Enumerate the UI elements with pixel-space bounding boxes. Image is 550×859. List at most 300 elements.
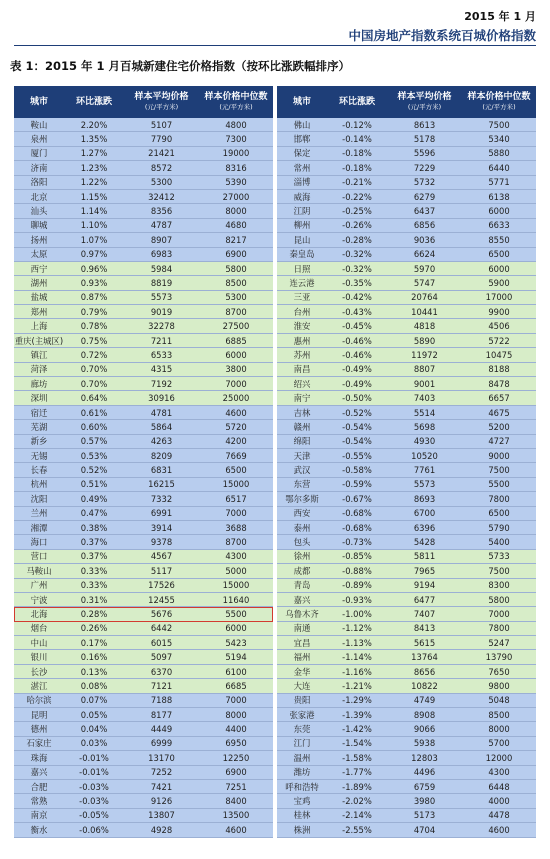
cell-change: -0.18% [342,162,372,173]
cell-city: 宿迁 [30,407,48,418]
table-row [14,262,273,276]
cell-median-price: 7000 [225,508,247,519]
cell-change: 1.27% [80,148,108,159]
cell-city: 呼和浩特 [285,781,319,792]
cell-change: -0.18% [342,148,372,159]
cell-median-price: 5771 [488,177,510,188]
cell-change: 0.13% [80,666,108,677]
cell-median-price: 10475 [485,349,513,360]
table-row [14,564,273,578]
cell-city: 保定 [293,148,311,159]
cell-median-price: 5200 [488,421,510,432]
cell-city: 汕头 [30,206,48,217]
header-median-price: 样本价格中位数 (元/平方米) [467,92,531,111]
cell-median-price: 7669 [225,450,247,461]
table-row [277,305,536,319]
cell-city: 佛山 [293,119,311,130]
cell-city: 淮安 [293,321,311,332]
cell-city: 石家庄 [26,738,52,749]
cell-median-price: 17000 [485,292,513,303]
table-row [277,233,536,247]
cell-median-price: 5500 [225,608,247,619]
cell-avg-price: 6442 [150,623,173,634]
cell-city: 泉州 [30,134,48,145]
table-row [277,291,536,305]
cell-city: 徐州 [293,551,311,562]
table-row [277,463,536,477]
cell-city: 常熟 [30,796,48,807]
cell-median-price: 8478 [488,378,510,389]
cell-city: 宜昌 [293,637,311,648]
table-row [14,722,273,736]
header-avg-price: 样本平均价格 (元/平方米) [134,92,189,111]
cell-change: -0.52% [342,407,372,418]
cell-change: 0.05% [80,709,108,720]
cell-avg-price: 4781 [150,407,173,418]
cell-change: 0.17% [80,637,108,648]
table-row [14,766,273,780]
cell-avg-price: 4930 [413,436,436,447]
cell-change: -0.88% [342,565,372,576]
cell-change: 0.78% [80,321,108,332]
cell-change: -1.00% [342,608,372,619]
table-row [277,593,536,607]
cell-city: 东营 [293,479,311,490]
cell-change: 0.93% [80,277,108,288]
cell-change: -1.14% [342,652,372,663]
cell-city: 扬州 [30,234,48,245]
cell-city: 邯郸 [293,134,311,145]
table-row [277,636,536,650]
cell-change: 0.53% [80,450,108,461]
cell-median-price: 7500 [488,565,510,576]
cell-city: 西安 [293,508,311,519]
table-row [14,593,273,607]
cell-avg-price: 5984 [150,263,173,274]
cell-avg-price: 5107 [150,119,173,130]
cell-avg-price: 8177 [150,709,173,720]
cell-avg-price: 7965 [413,565,436,576]
cell-change: 0.51% [80,479,108,490]
cell-avg-price: 8356 [150,206,173,217]
cell-avg-price: 6624 [413,249,436,260]
cell-median-price: 5700 [488,738,510,749]
cell-median-price: 6900 [225,249,247,260]
cell-city: 三亚 [293,292,311,303]
cell-city: 威海 [293,191,311,202]
cell-median-price: 5720 [225,421,247,432]
cell-avg-price: 8693 [413,493,436,504]
cell-median-price: 5340 [488,134,510,145]
cell-median-price: 5400 [488,537,510,548]
table-row [14,435,273,449]
cell-avg-price: 4567 [150,551,173,562]
cell-avg-price: 8613 [413,119,436,130]
cell-change: 1.23% [80,162,108,173]
cell-change: 1.15% [80,191,108,202]
cell-median-price: 5048 [488,695,510,706]
cell-change: 0.07% [80,695,108,706]
table-row [277,334,536,348]
cell-avg-price: 3914 [150,522,173,533]
cell-avg-price: 8656 [413,666,436,677]
table-row [277,722,536,736]
cell-city: 中山 [30,637,48,648]
cell-city: 潍坊 [293,767,311,778]
table-caption: 表 1：2015 年 1 月百城新建住宅价格指数（按环比涨跌幅排序） [10,59,351,73]
cell-avg-price: 6533 [150,349,173,360]
table-row [14,147,273,161]
cell-change: -0.49% [342,364,372,375]
cell-median-price: 5247 [488,637,510,648]
table-row [14,377,273,391]
cell-median-price: 8700 [225,537,247,548]
cell-city: 湖州 [30,277,48,288]
cell-change: -0.12% [342,119,372,130]
cell-change: -0.22% [342,191,372,202]
cell-city: 营口 [30,551,48,562]
cell-avg-price: 7403 [413,393,436,404]
price-table-right [277,86,536,838]
cell-change: 1.10% [80,220,108,231]
cell-change: -1.58% [342,752,372,763]
cell-median-price: 12000 [485,752,513,763]
cell-median-price: 4800 [225,119,247,130]
report-title: 中国房地产指数系统百城价格指数 [348,28,536,43]
table-row [277,679,536,693]
table-row [14,449,273,463]
cell-change: 1.14% [80,206,108,217]
table-row [277,550,536,564]
cell-city: 成都 [293,565,311,576]
table-row [14,219,273,233]
cell-city: 昆山 [293,234,311,245]
cell-avg-price: 5117 [150,565,173,576]
cell-city: 青岛 [293,580,311,591]
cell-city: 日照 [293,263,311,274]
table-row [277,694,536,708]
cell-change: 0.96% [80,263,108,274]
cell-change: -0.93% [342,594,372,605]
table-row [277,535,536,549]
cell-median-price: 6633 [488,220,510,231]
cell-change: -1.77% [342,767,372,778]
cell-change: -0.06% [79,824,109,835]
cell-change: -0.46% [342,349,372,360]
cell-avg-price: 5747 [413,277,436,288]
header-city: 城市 [29,97,48,107]
cell-median-price: 11640 [222,594,250,605]
cell-median-price: 8316 [225,162,247,173]
cell-median-price: 5800 [225,263,247,274]
cell-avg-price: 5676 [150,608,173,619]
price-table-left [14,86,273,838]
cell-median-price: 7300 [225,134,247,145]
table-row [14,737,273,751]
cell-city: 江阴 [293,206,311,217]
table-row [277,377,536,391]
cell-avg-price: 21421 [148,148,175,159]
cell-change: -1.16% [342,666,372,677]
cell-city: 西宁 [30,263,48,274]
cell-avg-price: 10520 [411,450,438,461]
cell-city: 长沙 [30,666,48,677]
table-row [14,463,273,477]
cell-median-price: 15000 [222,580,250,591]
cell-avg-price: 32278 [148,321,175,332]
cell-median-price: 9000 [488,450,510,461]
cell-city: 郑州 [30,306,48,317]
cell-avg-price: 8819 [150,277,173,288]
cell-change: -0.21% [342,177,372,188]
cell-median-price: 8500 [225,277,247,288]
cell-median-price: 7500 [488,465,510,476]
table-row [14,161,273,175]
cell-city: 南通 [293,623,311,634]
cell-city: 秦皇岛 [289,249,315,260]
cell-city: 洛阳 [30,177,48,188]
cell-change: 0.37% [80,551,108,562]
cell-change: 1.07% [80,234,108,245]
table-row [14,665,273,679]
cell-avg-price: 8572 [150,162,173,173]
cell-median-price: 8000 [225,709,247,720]
cell-city: 惠州 [293,335,311,346]
table-row [277,521,536,535]
cell-city: 银川 [30,652,48,663]
cell-avg-price: 6991 [150,508,173,519]
cell-avg-price: 7421 [150,781,173,792]
cell-avg-price: 6999 [150,738,173,749]
cell-avg-price: 7229 [413,162,436,173]
table-row [14,622,273,636]
table-row [14,507,273,521]
cell-median-price: 7000 [225,695,247,706]
cell-city: 温州 [293,752,311,763]
cell-change: 0.47% [80,508,108,519]
cell-avg-price: 4928 [150,824,173,835]
cell-change: -1.42% [342,724,372,735]
table-row [277,564,536,578]
cell-median-price: 19000 [222,148,250,159]
cell-city: 江门 [293,738,311,749]
table-row [14,650,273,664]
table-row [14,305,273,319]
cell-change: 0.79% [80,306,108,317]
cell-median-price: 8300 [488,580,510,591]
table-row [14,406,273,420]
cell-avg-price: 32412 [148,191,175,202]
cell-avg-price: 5178 [413,134,436,145]
cell-city: 北海 [30,608,48,619]
cell-median-price: 4600 [225,407,247,418]
table-row [277,622,536,636]
table-row [14,823,273,837]
cell-city: 金华 [293,666,311,677]
cell-city: 厦门 [30,148,48,159]
cell-median-price: 5722 [488,335,510,346]
cell-change: 0.03% [80,738,108,749]
cell-median-price: 6500 [225,465,247,476]
cell-change: -0.01% [79,752,109,763]
cell-median-price: 6500 [488,508,510,519]
cell-median-price: 5300 [225,292,247,303]
cell-avg-price: 5596 [413,148,436,159]
cell-city: 宝鸡 [293,796,311,807]
cell-avg-price: 10822 [411,680,438,691]
cell-avg-price: 3980 [413,796,436,807]
cell-avg-price: 11972 [411,349,438,360]
cell-median-price: 4300 [225,551,247,562]
cell-avg-price: 5573 [413,479,436,490]
cell-city: 泰州 [293,522,311,533]
table-row [14,233,273,247]
cell-avg-price: 5698 [413,421,436,432]
cell-median-price: 4600 [488,824,510,835]
cell-change: -2.02% [342,796,372,807]
table-row [14,809,273,823]
header-median-price: 样本价格中位数 (元/平方米) [204,92,268,111]
table-row [277,579,536,593]
cell-city: 嘉兴 [293,594,311,605]
cell-city: 鄂尔多斯 [285,493,319,504]
cell-avg-price: 5097 [150,652,173,663]
table-row [14,492,273,506]
cell-avg-price: 9194 [413,580,436,591]
cell-city: 湘潭 [30,522,48,533]
table-row [277,161,536,175]
cell-city: 镇江 [30,349,48,360]
cell-median-price: 5733 [488,551,510,562]
cell-median-price: 6885 [225,335,247,346]
cell-city: 合肥 [30,781,48,792]
cell-change: -0.26% [342,220,372,231]
cell-avg-price: 13807 [148,810,175,821]
cell-avg-price: 5811 [413,551,436,562]
table-body [14,118,273,838]
cell-avg-price: 10441 [411,306,438,317]
cell-median-price: 6500 [488,249,510,260]
cell-city: 株洲 [293,824,311,835]
cell-change: 0.08% [80,680,108,691]
cell-city: 常州 [293,162,311,173]
cell-avg-price: 8807 [413,364,436,375]
table-row [277,607,536,621]
cell-change: 0.87% [80,292,108,303]
cell-median-price: 13790 [485,652,513,663]
cell-avg-price: 7332 [150,493,173,504]
cell-median-price: 8000 [488,724,510,735]
table-row [14,391,273,405]
table-header [14,86,273,118]
table-row [277,665,536,679]
table-row [14,319,273,333]
cell-change: -0.45% [342,321,372,332]
cell-median-price: 6100 [225,666,247,677]
cell-avg-price: 13170 [148,752,175,763]
cell-city: 张家港 [289,709,315,720]
cell-avg-price: 6831 [150,465,173,476]
cell-change: 0.33% [80,580,108,591]
table-row [14,334,273,348]
cell-city: 鞍山 [30,119,48,130]
table-row [277,737,536,751]
cell-median-price: 6000 [225,623,247,634]
cell-city: 哈尔滨 [26,695,52,706]
header-city: 城市 [292,97,311,107]
table-header [277,86,536,118]
cell-avg-price: 6396 [413,522,436,533]
header-avg-price: 样本平均价格 (元/平方米) [397,92,452,111]
cell-avg-price: 4787 [150,220,173,231]
cell-change: -0.49% [342,378,372,389]
cell-change: -2.55% [342,824,372,835]
cell-city: 大连 [293,680,311,691]
cell-city: 芜湖 [30,421,48,432]
cell-median-price: 12250 [222,752,250,763]
cell-change: -0.28% [342,234,372,245]
cell-median-price: 27500 [222,321,250,332]
cell-change: -0.03% [79,796,109,807]
cell-median-price: 4478 [488,810,510,821]
cell-median-price: 9900 [488,306,510,317]
cell-median-price: 7650 [488,666,510,677]
cell-median-price: 8188 [488,364,510,375]
cell-avg-price: 6477 [413,594,436,605]
cell-avg-price: 12803 [411,752,438,763]
cell-avg-price: 5732 [413,177,436,188]
cell-median-price: 15000 [222,479,250,490]
cell-change: 0.04% [80,724,108,735]
cell-change: -1.89% [342,781,372,792]
cell-city: 广州 [30,580,48,591]
cell-change: 2.20% [80,119,108,130]
cell-change: -2.14% [342,810,372,821]
cell-change: 0.33% [80,565,108,576]
cell-change: -0.03% [79,781,109,792]
cell-median-price: 6440 [488,162,510,173]
table-row [14,132,273,146]
cell-change: 0.31% [80,594,108,605]
cell-city: 杭州 [30,479,48,490]
table-row [277,809,536,823]
table-row [277,391,536,405]
cell-median-price: 6950 [225,738,247,749]
cell-city: 吉林 [293,407,311,418]
cell-change: -0.43% [342,306,372,317]
cell-avg-price: 9066 [413,724,436,735]
cell-change: -0.14% [342,134,372,145]
cell-avg-price: 6279 [413,191,436,202]
cell-city: 包头 [293,537,311,548]
cell-change: -0.58% [342,465,372,476]
table-row [14,348,273,362]
cell-median-price: 4506 [488,321,510,332]
cell-avg-price: 17526 [148,580,175,591]
cell-city: 淄博 [293,177,311,188]
cell-city: 武汉 [293,465,311,476]
cell-city: 烟台 [30,623,48,634]
cell-change: 0.26% [80,623,108,634]
cell-change: -1.21% [342,680,372,691]
cell-change: -1.13% [342,637,372,648]
cell-city: 无锡 [30,450,48,461]
cell-median-price: 6900 [225,767,247,778]
cell-city: 宁波 [30,594,48,605]
cell-median-price: 25000 [222,393,250,404]
table-row [277,507,536,521]
cell-median-price: 4727 [488,436,510,447]
